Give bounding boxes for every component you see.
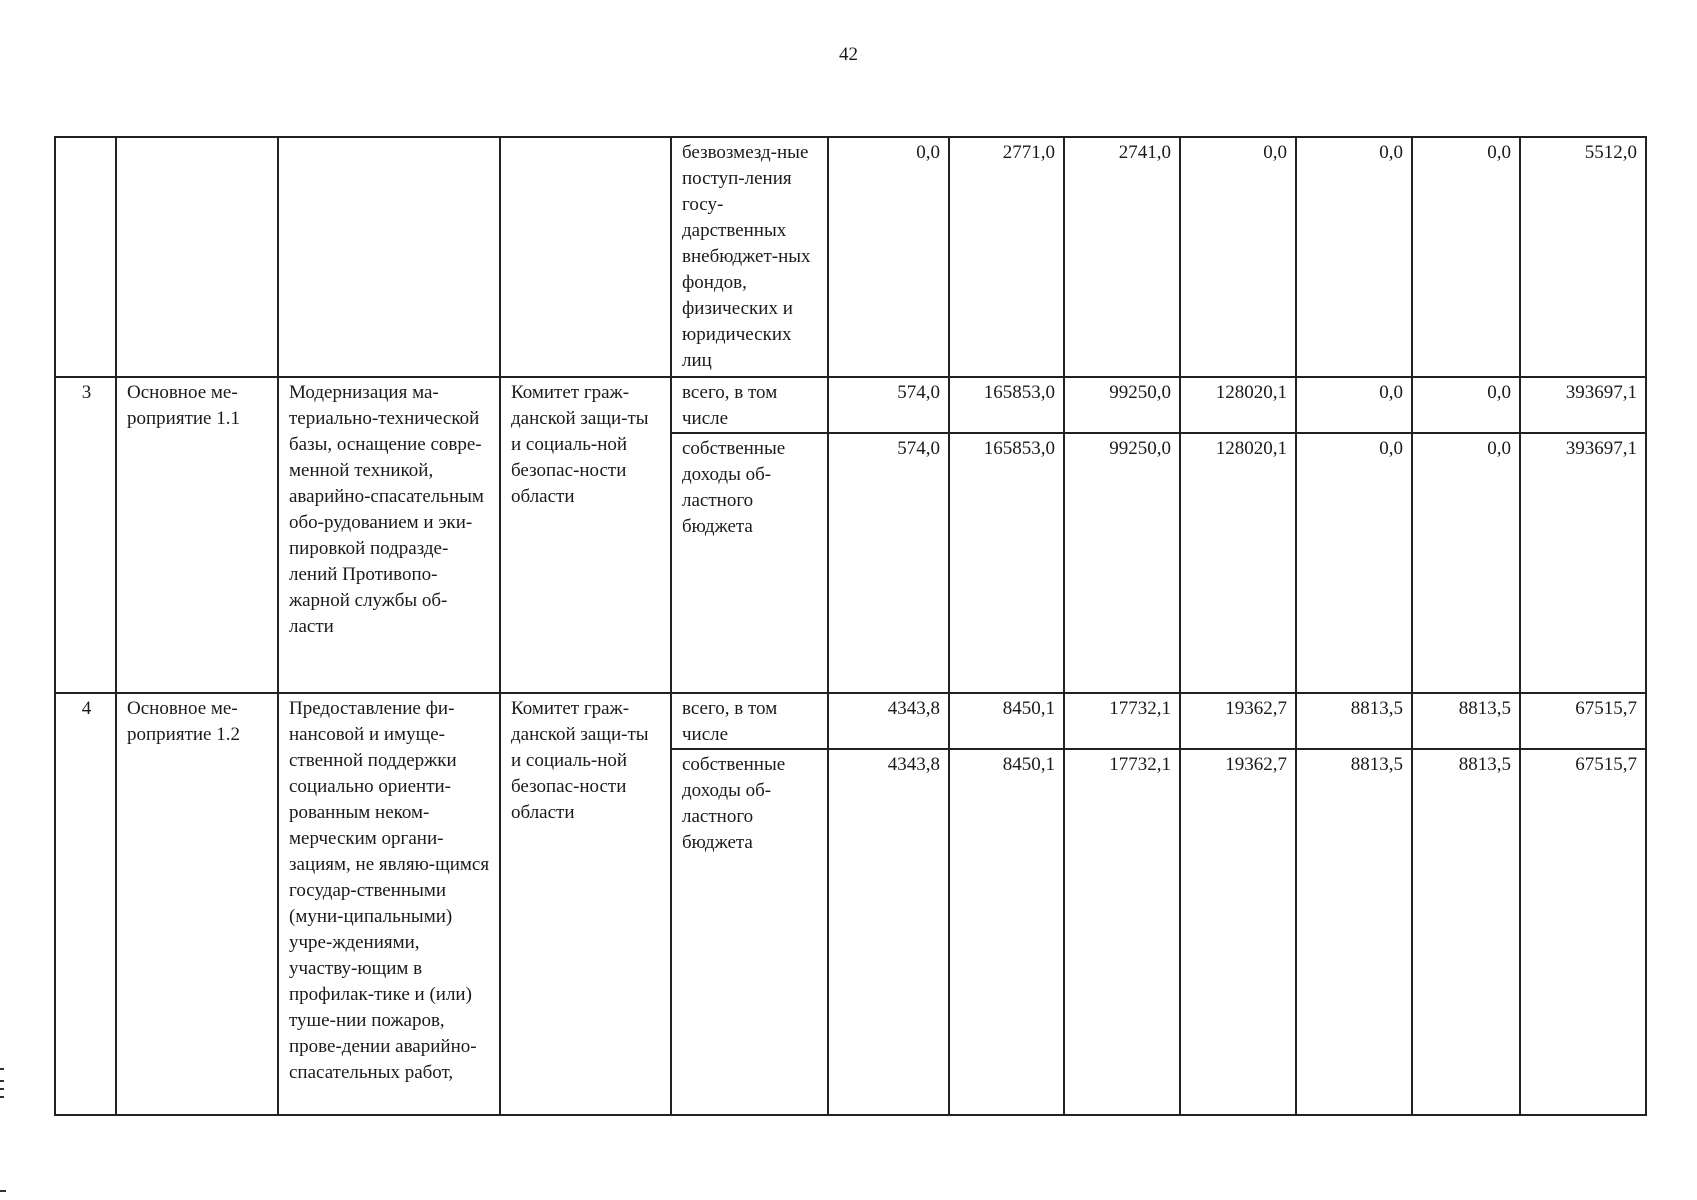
value-cell: 99250,0	[1064, 377, 1180, 433]
executor-cell	[500, 137, 671, 377]
source-cell: безвозмезд-ные поступ-ления госу-дарственных внебюджет-ных фондов, физических и юридических лиц	[671, 137, 828, 377]
value-cell: 165853,0	[949, 377, 1064, 433]
value-cell: 4343,8	[828, 749, 949, 1115]
value-cell: 8813,5	[1412, 749, 1520, 1115]
executor-cell: Комитет граж-данской защи-ты и социаль-ной безопас-ности области	[500, 377, 671, 693]
value-cell: 67515,7	[1520, 693, 1646, 749]
name-cell: Основное ме-роприятие 1.1	[116, 377, 278, 693]
value-cell: 99250,0	[1064, 433, 1180, 693]
name-cell	[116, 137, 278, 377]
num-cell: 4	[55, 693, 116, 1115]
value-cell: 393697,1	[1520, 377, 1646, 433]
scan-artifact	[0, 1190, 6, 1192]
scan-artifact	[0, 1068, 4, 1070]
value-cell: 17732,1	[1064, 693, 1180, 749]
value-cell: 393697,1	[1520, 433, 1646, 693]
value-cell: 2741,0	[1064, 137, 1180, 377]
scan-artifact	[0, 1096, 4, 1098]
value-cell: 8450,1	[949, 749, 1064, 1115]
value-cell: 0,0	[1412, 137, 1520, 377]
value-cell: 0,0	[1296, 137, 1412, 377]
description-cell	[278, 137, 500, 377]
value-cell: 0,0	[828, 137, 949, 377]
description-cell: Предоставление фи-нансовой и имуще-ственной поддержки социально ориенти-рованным неком-мерческим органи-зациям, не являю-щимся государ-ственными (муни-ципальными) учре-ждениями, участву-ющим в профилак-тике и (или) туше-нии пожаров, прове-дении аварийно-спасательных работ,	[278, 693, 500, 1115]
executor-cell: Комитет граж-данской защи-ты и социаль-ной безопас-ности области	[500, 693, 671, 1115]
value-cell: 0,0	[1412, 377, 1520, 433]
value-cell: 128020,1	[1180, 433, 1296, 693]
table-row	[55, 693, 1646, 749]
budget-table	[54, 136, 1647, 1116]
table-row	[55, 137, 1646, 377]
source-cell: собственные доходы об-ластного бюджета	[671, 749, 828, 1115]
value-cell: 574,0	[828, 433, 949, 693]
value-cell: 8813,5	[1412, 693, 1520, 749]
source-cell: всего, в том числе	[671, 693, 828, 749]
value-cell: 8450,1	[949, 693, 1064, 749]
table-row	[55, 377, 1646, 433]
value-cell: 4343,8	[828, 693, 949, 749]
value-cell: 0,0	[1296, 433, 1412, 693]
value-cell: 5512,0	[1520, 137, 1646, 377]
value-cell: 0,0	[1180, 137, 1296, 377]
scan-artifact	[0, 1080, 4, 1082]
value-cell: 0,0	[1296, 377, 1412, 433]
page-number: 42	[839, 44, 858, 65]
value-cell: 17732,1	[1064, 749, 1180, 1115]
scan-artifact	[0, 1088, 4, 1090]
value-cell: 165853,0	[949, 433, 1064, 693]
name-cell: Основное ме-роприятие 1.2	[116, 693, 278, 1115]
value-cell: 574,0	[828, 377, 949, 433]
value-cell: 19362,7	[1180, 749, 1296, 1115]
value-cell: 8813,5	[1296, 693, 1412, 749]
source-cell: всего, в том числе	[671, 377, 828, 433]
description-cell: Модернизация ма-териально-технической базы, оснащение совре-менной техникой, аварийно-спасательным обо-рудованием и эки-пировкой подразде-лений Противопо-жарной службы об-ласти	[278, 377, 500, 693]
value-cell: 2771,0	[949, 137, 1064, 377]
value-cell: 67515,7	[1520, 749, 1646, 1115]
num-cell	[55, 137, 116, 377]
value-cell: 19362,7	[1180, 693, 1296, 749]
value-cell: 128020,1	[1180, 377, 1296, 433]
value-cell: 0,0	[1412, 433, 1520, 693]
num-cell: 3	[55, 377, 116, 693]
value-cell: 8813,5	[1296, 749, 1412, 1115]
source-cell: собственные доходы об-ластного бюджета	[671, 433, 828, 693]
